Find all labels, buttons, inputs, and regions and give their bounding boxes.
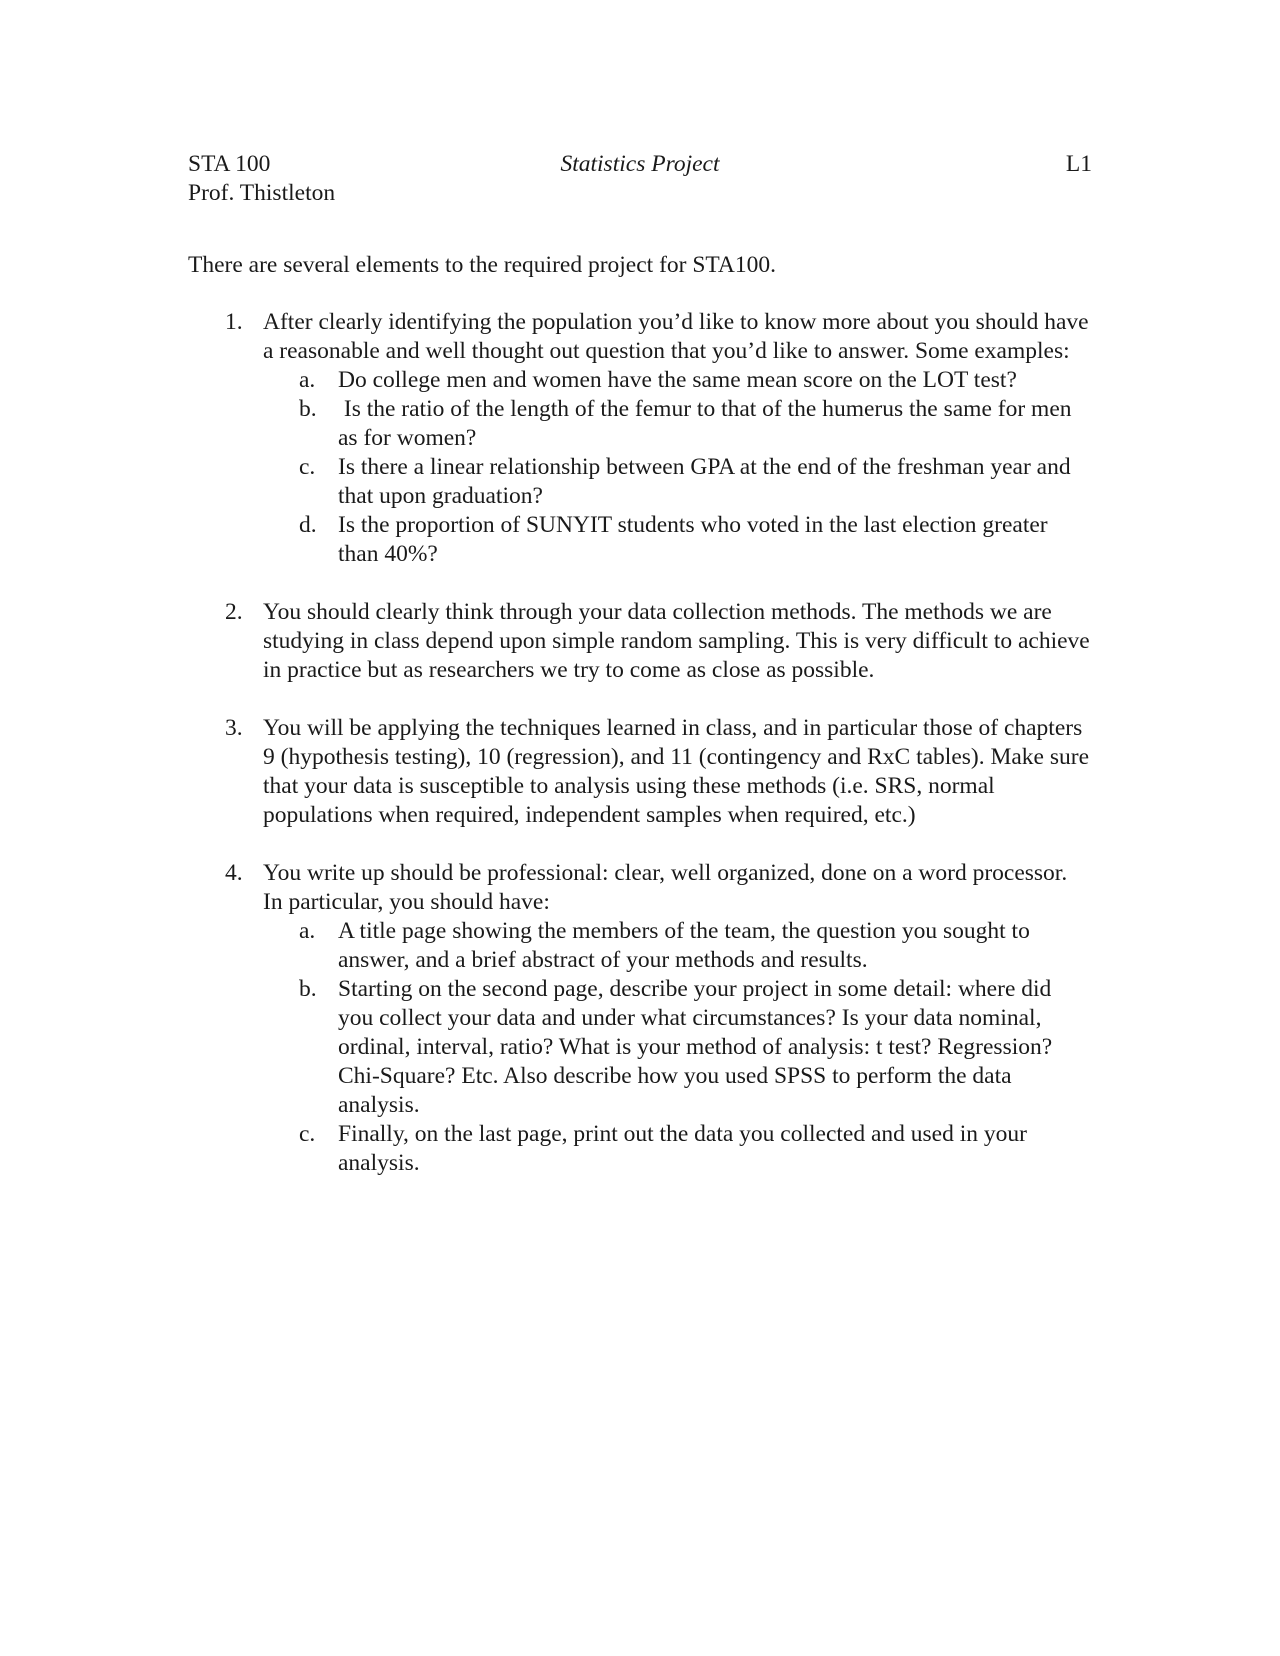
sub-item-letter: a. <box>299 367 316 393</box>
document-page <box>188 150 1092 1207</box>
sub-item-letter: c. <box>299 1121 316 1147</box>
professor-name: Prof. Thistleton <box>188 180 336 206</box>
level-label: L1 <box>1065 151 1092 177</box>
list-item <box>188 308 1092 569</box>
sub-list <box>263 366 1092 569</box>
course-code: STA 100 <box>188 151 271 177</box>
item-number: 2. <box>225 599 243 625</box>
document-title: Statistics Project <box>560 151 720 177</box>
sub-item-letter: b. <box>299 396 317 422</box>
item-text: You should clearly think through your data collection methods. The methods we are studying in class depend upon simple random sampling. This is very difficult to achieve in practice but as researchers we try to come as close as possible. <box>263 599 1090 683</box>
sub-item-text: Starting on the second page, describe your project in some detail: where did you collect your data and under what circumstances? Is your data nominal, ordinal, interval, ratio? What is your method of analysis: t test? Regression? Chi-Square? Etc. Also describe how you used SPSS to perform the data analysis. <box>338 976 1053 1118</box>
sub-item-text: Is there a linear relationship between GPA at the end of the freshman year and that upon graduation? <box>338 454 1071 509</box>
item-text: You will be applying the techniques learned in class, and in particular those of chapters 9 (hypothesis testing), 10 (regression), and 11 (contingency and RxC tables). Make sure that your data is susceptible to analysis using these methods (i.e. SRS, normal populations when required, independent samples when required, etc.) <box>263 715 1090 828</box>
item-number: 4. <box>225 860 243 886</box>
intro-paragraph: There are several elements to the required project for STA100. <box>188 252 776 278</box>
item-text: After clearly identifying the population you’d like to know more about you should have a reasonable and well thought out question that you’d like to answer. Some examples: <box>263 309 1089 364</box>
sub-item-text: Is the ratio of the length of the femur to that of the humerus the same for men as for women? <box>338 396 1078 451</box>
sub-list-item <box>263 395 1092 453</box>
sub-list-item <box>263 366 1092 395</box>
sub-list-item <box>263 511 1092 569</box>
requirements-list <box>188 308 1092 1178</box>
list-item <box>188 714 1092 830</box>
sub-item-text: A title page showing the members of the team, the question you sought to answer, and a brief abstract of your methods and results. <box>338 918 1030 973</box>
item-number: 1. <box>225 309 243 335</box>
sub-list-item <box>263 453 1092 511</box>
sub-item-text: Do college men and women have the same mean score on the LOT test? <box>338 367 1017 393</box>
list-item <box>188 859 1092 1178</box>
sub-list <box>263 917 1092 1178</box>
sub-list-item <box>263 975 1092 1120</box>
list-item <box>188 598 1092 685</box>
sub-item-letter: b. <box>299 976 317 1002</box>
sub-item-letter: c. <box>299 454 316 480</box>
sub-list-item <box>263 1120 1092 1178</box>
sub-item-text: Finally, on the last page, print out the data you collected and used in your analysis. <box>338 1121 1027 1176</box>
item-number: 3. <box>225 715 243 741</box>
item-text: You write up should be professional: clear, well organized, done on a word processor. In particular, you should have: <box>263 860 1068 915</box>
sub-item-letter: d. <box>299 512 317 538</box>
sub-item-text: Is the proportion of SUNYIT students who voted in the last election greater than 40%? <box>338 512 1048 567</box>
sub-item-letter: a. <box>299 918 316 944</box>
header-row <box>188 150 1092 179</box>
sub-list-item <box>263 917 1092 975</box>
